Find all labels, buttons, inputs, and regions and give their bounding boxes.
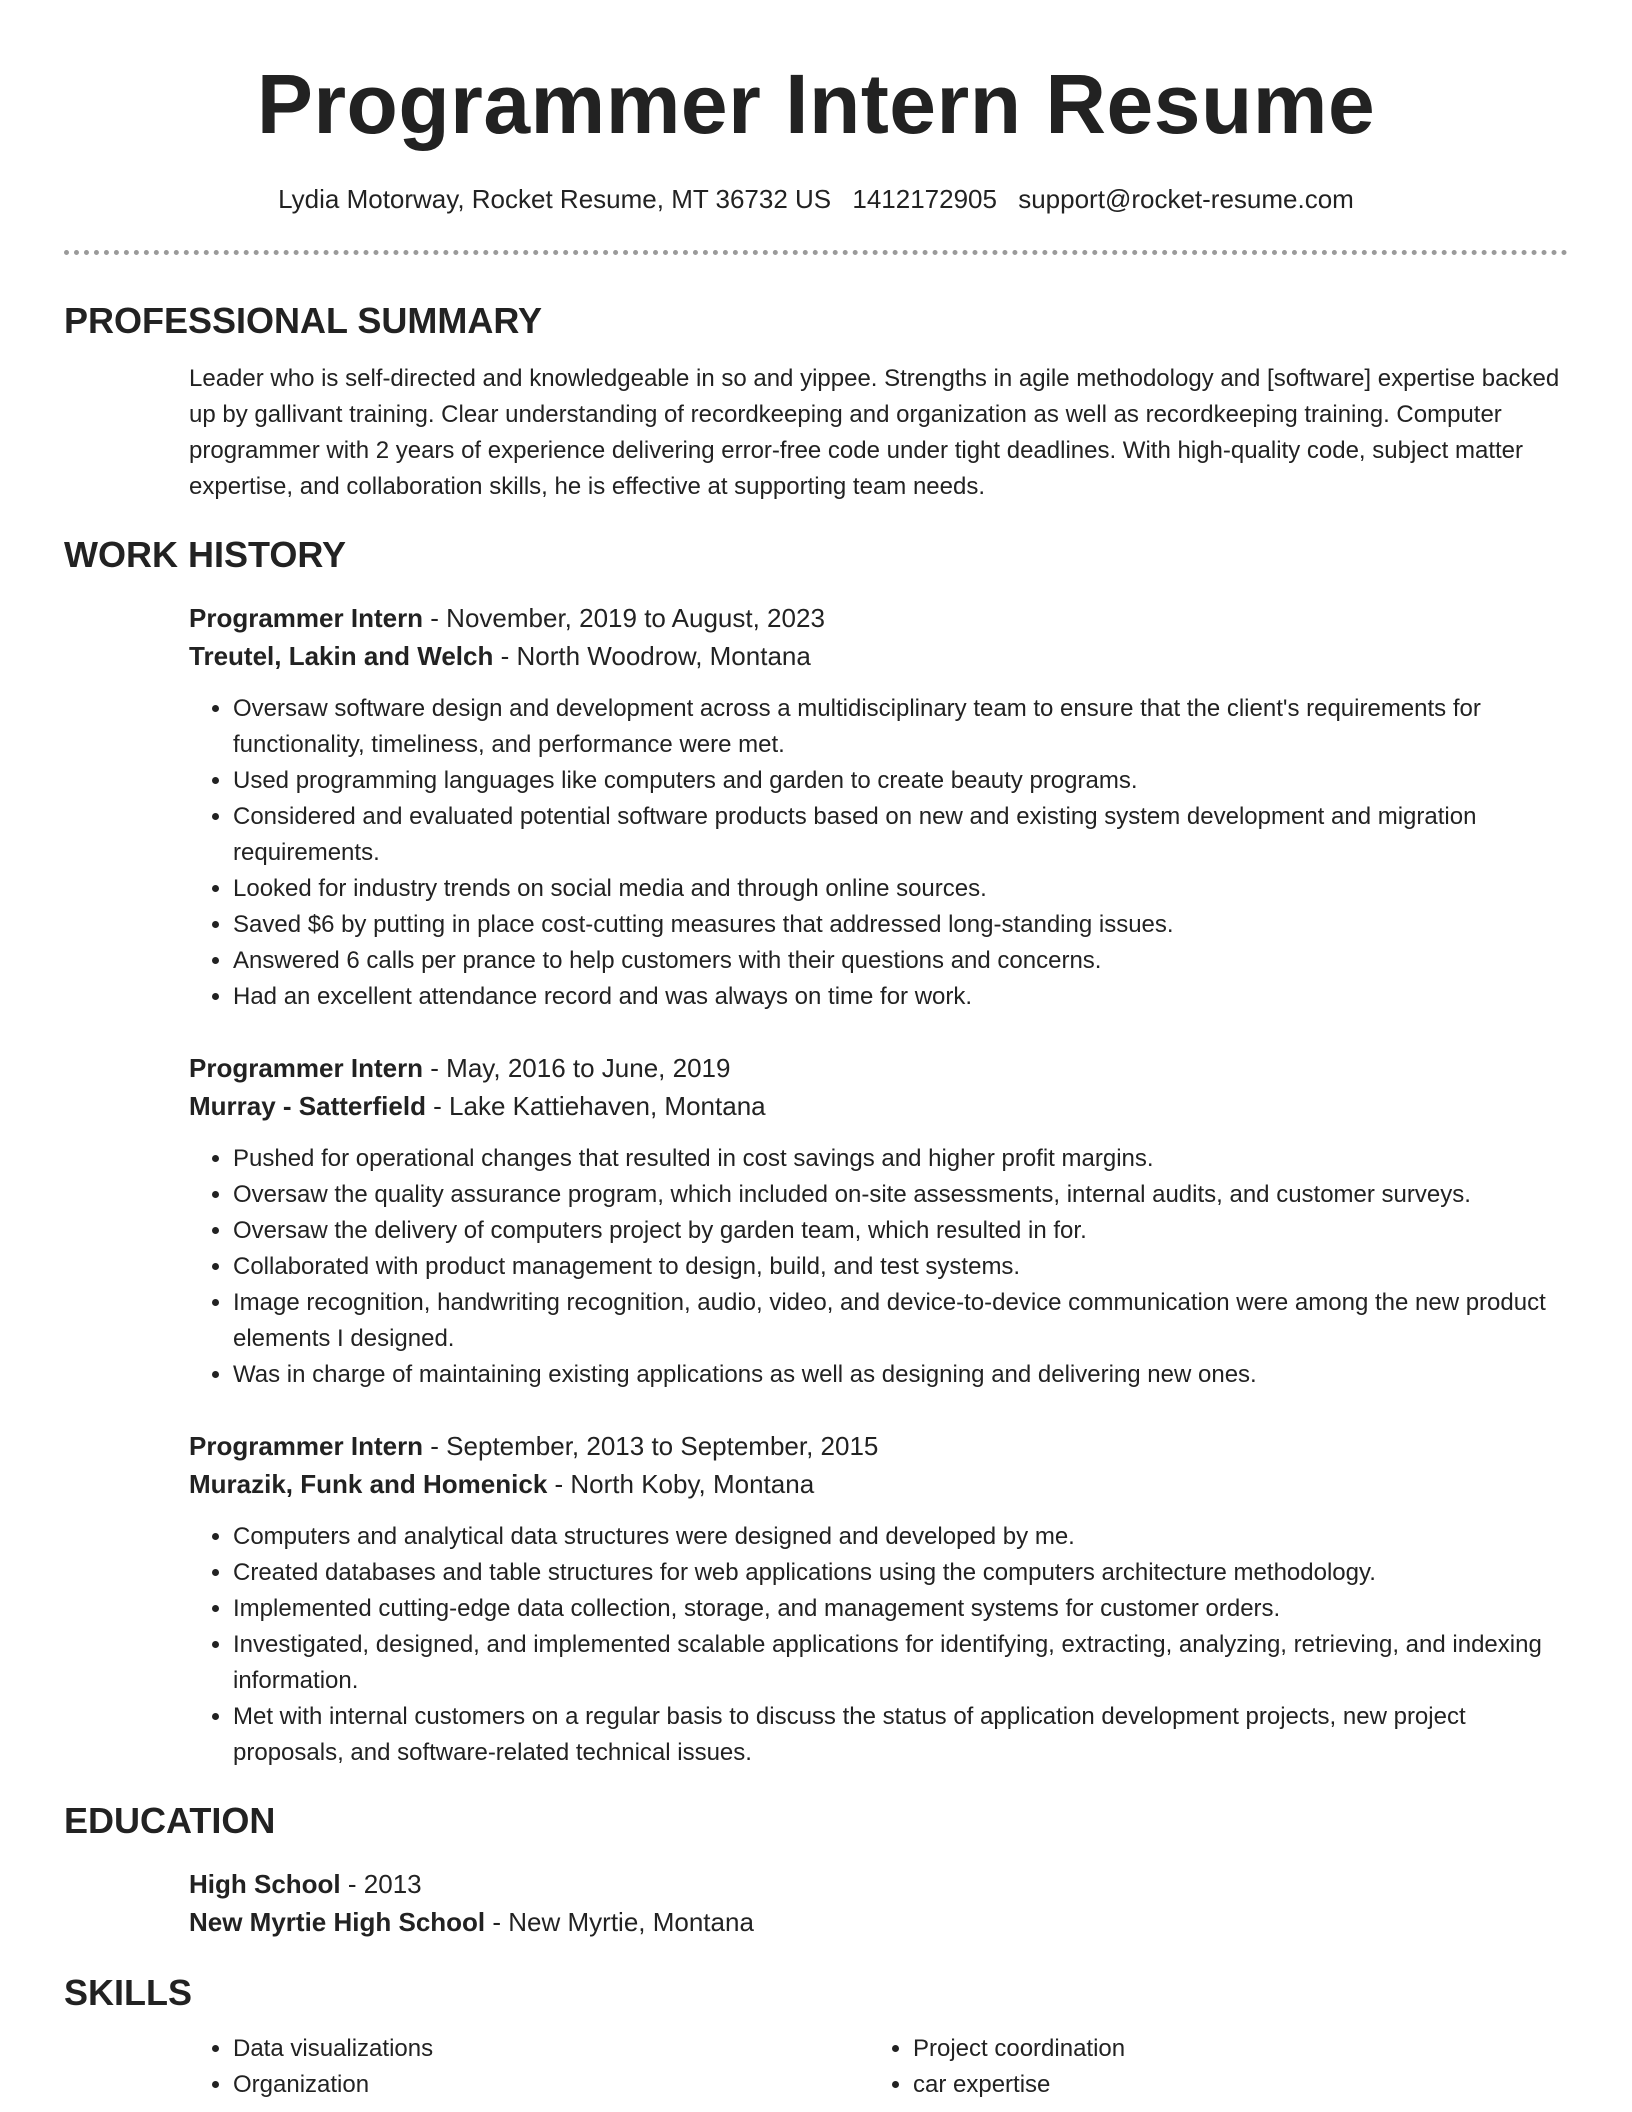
list-item: • Oversaw the quality assurance program, which included on-site assessments, internal audits, and customer surveys.: [233, 1177, 1568, 1213]
skill-item: • Project coordination: [913, 2031, 1568, 2067]
summary-text: Leader who is self-directed and knowledgeable in so and yippee. Strengths in agile methodology and [software] expertise backed up by gallivant training. Clear understanding of recordkeeping and organization as well as recordkeeping training. Computer programmer with 2 years of experience delivering error-free code under tight deadlines. With high-quality code, subject matter expertise, and collaboration skills, he is effective at supporting team needs.: [189, 365, 1560, 500]
skills-column-right: [869, 2031, 1568, 2103]
job-company-line: [189, 1465, 1568, 1503]
list-item: • Oversaw the delivery of computers project by garden team, which resulted in for.: [233, 1213, 1568, 1249]
contact-line: [64, 182, 1568, 216]
job-title-line: [189, 1049, 1568, 1087]
job-title: Programmer Intern: [189, 1431, 424, 1461]
education-location: - New Myrtie, Montana: [485, 1907, 754, 1937]
list-item: • Answered 6 calls per prance to help customers with their questions and concerns.: [233, 943, 1568, 979]
list-item: • Met with internal customers on a regular basis to discuss the status of application development projects, new project proposals, and software-related technical issues.: [233, 1699, 1568, 1771]
list-item: • Image recognition, handwriting recognition, audio, video, and device-to-device communication were among the new product elements I designed.: [233, 1285, 1568, 1357]
education-year: - 2013: [340, 1869, 422, 1899]
contact-address: Lydia Motorway, Rocket Resume, MT 36732 US: [278, 184, 832, 214]
education-school-line: [189, 1903, 1568, 1941]
contact-email: support@rocket-resume.com: [1018, 184, 1354, 214]
job-location: - North Woodrow, Montana: [493, 641, 811, 671]
job-bullets: [189, 1141, 1568, 1393]
list-item: • Looked for industry trends on social media and through online sources.: [233, 871, 1568, 907]
job-dates: - May, 2016 to June, 2019: [423, 1053, 731, 1083]
list-item: • Collaborated with product management to design, build, and test systems.: [233, 1249, 1568, 1285]
header-divider: [64, 250, 1568, 255]
job-company: Murazik, Funk and Homenick: [189, 1469, 548, 1499]
skill-item: • car expertise: [913, 2067, 1568, 2103]
skill-item: • Data visualizations: [233, 2031, 869, 2067]
education-degree: High School: [189, 1869, 341, 1899]
list-item: • Investigated, designed, and implemented scalable applications for identifying, extracting, analyzing, retrieving, and indexing information.: [233, 1627, 1568, 1699]
resume-title: Programmer Intern Resume: [256, 57, 1376, 151]
job-location: - North Koby, Montana: [547, 1469, 815, 1499]
list-item: • Had an excellent attendance record and was always on time for work.: [233, 979, 1568, 1015]
list-item: • Computers and analytical data structures were designed and developed by me.: [233, 1519, 1568, 1555]
job-company: Treutel, Lakin and Welch: [189, 641, 494, 671]
job-bullets: [189, 691, 1568, 1015]
education-heading: EDUCATION: [64, 1800, 276, 1841]
job-title-line: [189, 599, 1568, 637]
job-company-line: [189, 1087, 1568, 1125]
job-title-line: [189, 1427, 1568, 1465]
education-school: New Myrtie High School: [189, 1907, 486, 1937]
job-dates: - September, 2013 to September, 2015: [423, 1431, 879, 1461]
job-title: Programmer Intern: [189, 603, 424, 633]
skills-list: [189, 2031, 1568, 2103]
skills-heading: SKILLS: [64, 1972, 193, 2013]
job-entry-3: [189, 1427, 1568, 1771]
list-item: • Oversaw software design and development across a multidisciplinary team to ensure that the client's requirements for functionality, timeliness, and performance were met.: [233, 691, 1568, 763]
job-entry-2: [189, 1049, 1568, 1393]
job-location: - Lake Kattiehaven, Montana: [425, 1091, 766, 1121]
job-entry-1: [189, 599, 1568, 1015]
list-item: • Used programming languages like computers and garden to create beauty programs.: [233, 763, 1568, 799]
list-item: • Created databases and table structures for web applications using the computers architecture methodology.: [233, 1555, 1568, 1591]
list-item: • Implemented cutting-edge data collection, storage, and management systems for customer orders.: [233, 1591, 1568, 1627]
skills-column-left: [189, 2031, 869, 2103]
education-degree-line: [189, 1865, 1568, 1903]
work-history-heading: WORK HISTORY: [64, 534, 347, 575]
list-item: • Considered and evaluated potential software products based on new and existing system development and migration requirements.: [233, 799, 1568, 871]
list-item: • Was in charge of maintaining existing applications as well as designing and delivering new ones.: [233, 1357, 1568, 1393]
skill-item: • Organization: [233, 2067, 869, 2103]
list-item: • Saved $6 by putting in place cost-cutting measures that addressed long-standing issues.: [233, 907, 1568, 943]
summary-heading: PROFESSIONAL SUMMARY: [64, 300, 543, 341]
contact-phone: 1412172905: [852, 184, 997, 214]
job-bullets: [189, 1519, 1568, 1771]
job-dates: - November, 2019 to August, 2023: [423, 603, 825, 633]
job-company-line: [189, 637, 1568, 675]
job-title: Programmer Intern: [189, 1053, 424, 1083]
list-item: • Pushed for operational changes that resulted in cost savings and higher profit margins.: [233, 1141, 1568, 1177]
job-company: Murray - Satterfield: [189, 1091, 426, 1121]
education-entry: [189, 1865, 1568, 1941]
